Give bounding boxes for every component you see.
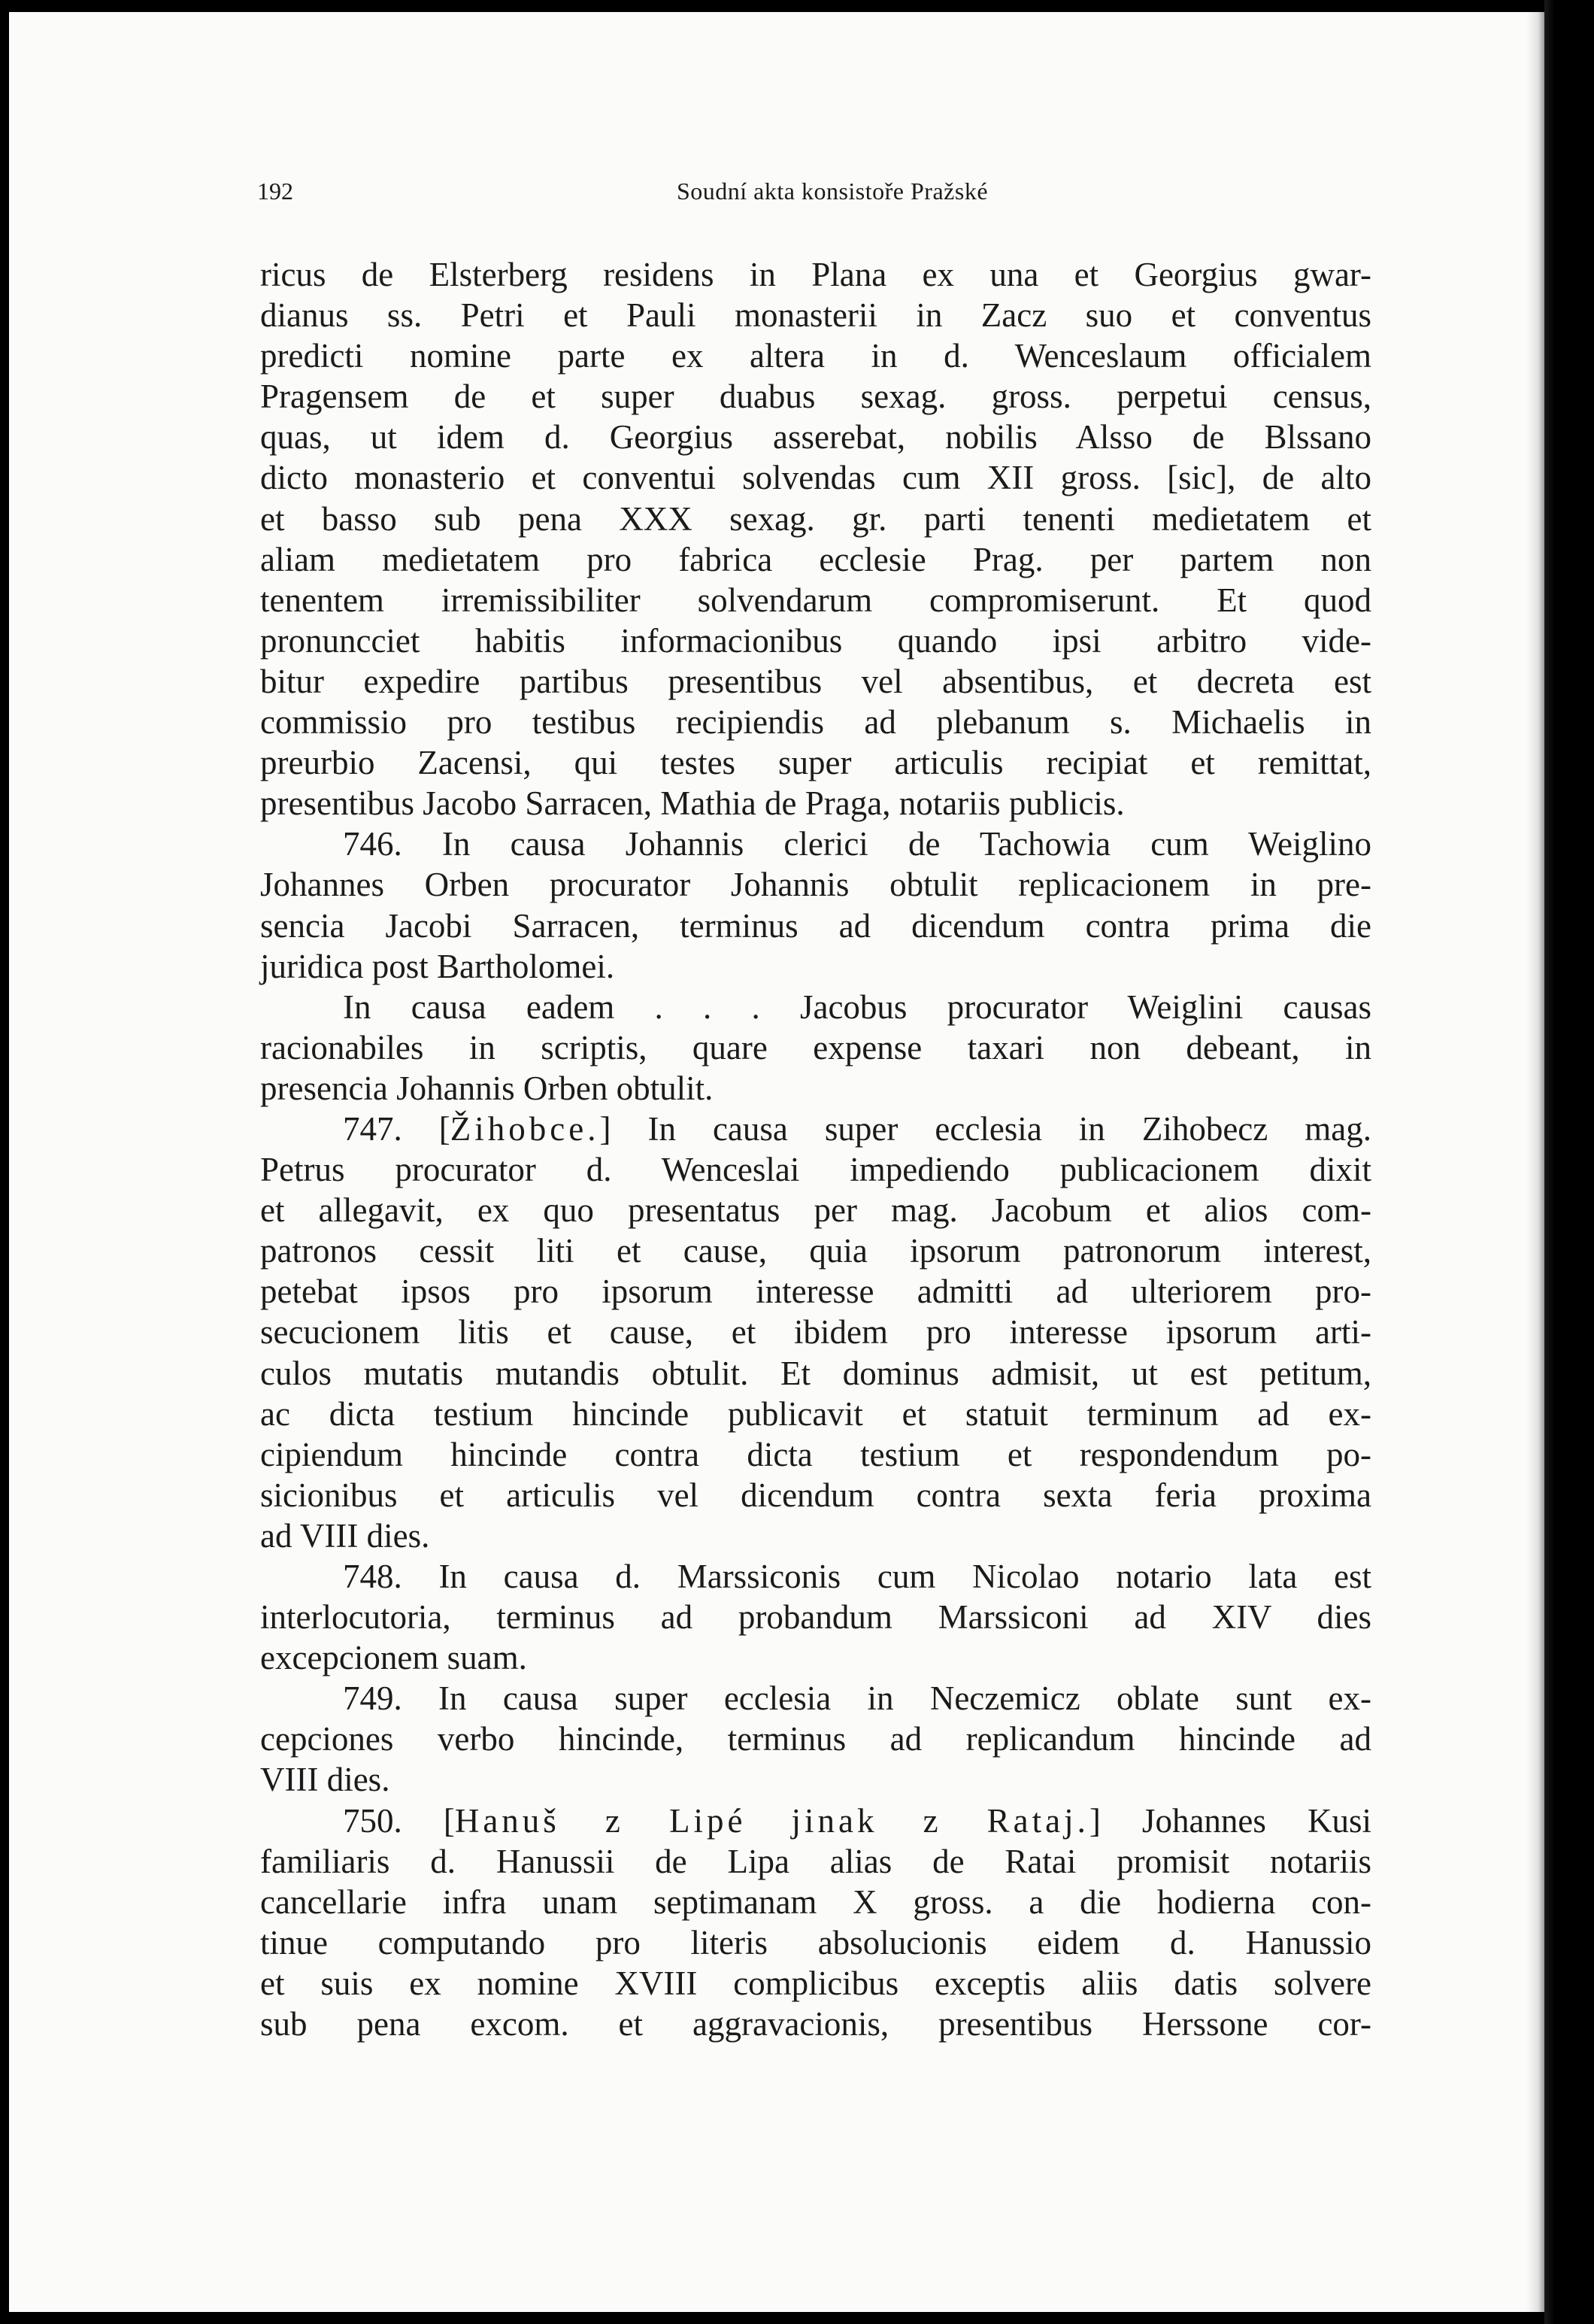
text-line: commissio pro testibus recipiendis ad plebanum s. Michaelis in — [260, 703, 1371, 742]
text-line: familiaris d. Hanussii de Lipa alias de Ratai promisit notariis — [260, 1842, 1371, 1880]
text-line: ricus de Elsterberg residens in Plana ex una et Georgius gwar- — [260, 256, 1371, 293]
text-line: dianus ss. Petri et Pauli monasterii in Zacz suo et conventus — [260, 296, 1371, 335]
text-line: tenentem irremissibiliter solvendarum compromiserunt. Et quod — [260, 581, 1371, 619]
text-line: petebat ipsos pro ipsorum interesse admitti ad ulteriorem pro- — [260, 1273, 1371, 1311]
text-line: cancellarie infra unam septimanam X gross. a die hodierna con- — [260, 1883, 1371, 1921]
text-line: culos mutatis mutandis obtulit. Et dominus admisit, ut est petitum, — [260, 1354, 1371, 1392]
text-line: tinue computando pro literis absolucionis eidem d. Hanussio — [260, 1923, 1371, 1961]
scan-border-left — [0, 0, 9, 2324]
text-line: sub pena excom. et aggravacionis, presentibus Herssone cor- — [260, 2005, 1371, 2043]
text-line: et suis ex nomine XVIII complicibus exceptis aliis datis solvere — [260, 1964, 1371, 2002]
text-line: pronuncciet habitis informacionibus quando ipsi arbitro vide- — [260, 621, 1371, 660]
text-line: excepcionem suam. — [260, 1639, 527, 1677]
text-line: racionabiles in scriptis, quare expense taxari non debeant, in — [260, 1028, 1371, 1066]
entry-750-start — [260, 1801, 1371, 1841]
text-line: ac dicta testium hincinde publicavit et statuit terminum ad ex- — [260, 1394, 1371, 1433]
entry-748-start: 748. In causa d. Marssiconis cum Nicolao notario lata est — [343, 1558, 1371, 1595]
text-line: interlocutoria, terminus ad probandum Marssiconi ad XIV dies — [260, 1598, 1371, 1637]
book-spine — [1544, 0, 1594, 2324]
text-line: ad VIII dies. — [260, 1516, 430, 1555]
text-line: Johannes Orben procurator Johannis obtulit replicacionem in pre- — [260, 866, 1371, 904]
running-head — [257, 176, 1408, 206]
text-line: Pragensem de et super duabus sexag. gross. perpetui census, — [260, 378, 1371, 416]
entry-746-start: 746. In causa Johannis clerici de Tachowia cum Weiglino — [343, 825, 1371, 863]
text-line: preurbio Zacensi, qui testes super articulis recipiat et remittat, — [260, 744, 1371, 782]
text-line: cepciones verbo hincinde, terminus ad replicandum hincinde ad — [260, 1720, 1371, 1758]
text-line: Petrus procurator d. Wenceslai impediendo publicacionem dixit — [260, 1151, 1371, 1189]
entry-number: 747. [ — [343, 1109, 450, 1148]
text-line: aliam medietatem pro fabrica ecclesie Prag. per partem non — [260, 540, 1371, 578]
text-line: predicti nomine parte ex altera in d. Wenceslaum officialem — [260, 337, 1371, 375]
text-run: ] Johannes Kusi — [1089, 1801, 1371, 1840]
text-line: quas, ut idem d. Georgius asserebat, nobilis Alsso de Blssano — [260, 418, 1371, 457]
entry-749-start: 749. In causa super ecclesia in Neczemicz oblate sunt ex- — [343, 1679, 1371, 1718]
text-line: dicto monasterio et conventui solvendas cum XII gross. [sic], de alto — [260, 459, 1371, 497]
text-line: patronos cessit liti et cause, quia ipsorum patronorum interest, — [260, 1232, 1371, 1270]
entry-747-start — [260, 1109, 1371, 1149]
body-text — [260, 254, 1371, 2044]
text-line: bitur expedire partibus presentibus vel absentibus, et decreta est — [260, 662, 1371, 700]
text-line: presentibus Jacobo Sarracen, Mathia de Praga, notariis publicis. — [260, 784, 1125, 823]
text-line: et basso sub pena XXX sexag. gr. parti tenenti medietatem et — [260, 499, 1371, 538]
scan-border-top — [0, 0, 1594, 12]
page-curl-shadow — [1526, 0, 1546, 2324]
text-line: In causa eadem . . . Jacobus procurator Weiglini causas — [343, 988, 1371, 1026]
text-line: et allegavit, ex quo presentatus per mag. Jacobum et alios com- — [260, 1191, 1371, 1230]
scan-border-bottom — [0, 2312, 1594, 2324]
entry-number: 750. [ — [343, 1801, 455, 1840]
running-title: Soudní akta konsistoře Pražské — [676, 177, 989, 205]
place-heading: Žihobce. — [450, 1109, 600, 1148]
place-heading: Hanuš z Lipé jinak z Rataj. — [454, 1801, 1089, 1840]
page-number: 192 — [257, 177, 293, 205]
text-line: secucionem litis et cause, et ibidem pro interesse ipsorum arti- — [260, 1313, 1371, 1352]
text-line: VIII dies. — [260, 1761, 390, 1799]
text-line: presencia Johannis Orben obtulit. — [260, 1069, 714, 1107]
text-line: sencia Jacobi Sarracen, terminus ad dicendum contra prima die — [260, 906, 1371, 945]
text-line: juridica post Bartholomei. — [260, 947, 615, 985]
text-line: cipiendum hincinde contra dicta testium et respondendum po- — [260, 1435, 1371, 1473]
text-run: ] In causa super ecclesia in Zihobecz mag. — [599, 1109, 1371, 1148]
text-line: sicionibus et articulis vel dicendum contra sexta feria proxima — [260, 1476, 1371, 1514]
